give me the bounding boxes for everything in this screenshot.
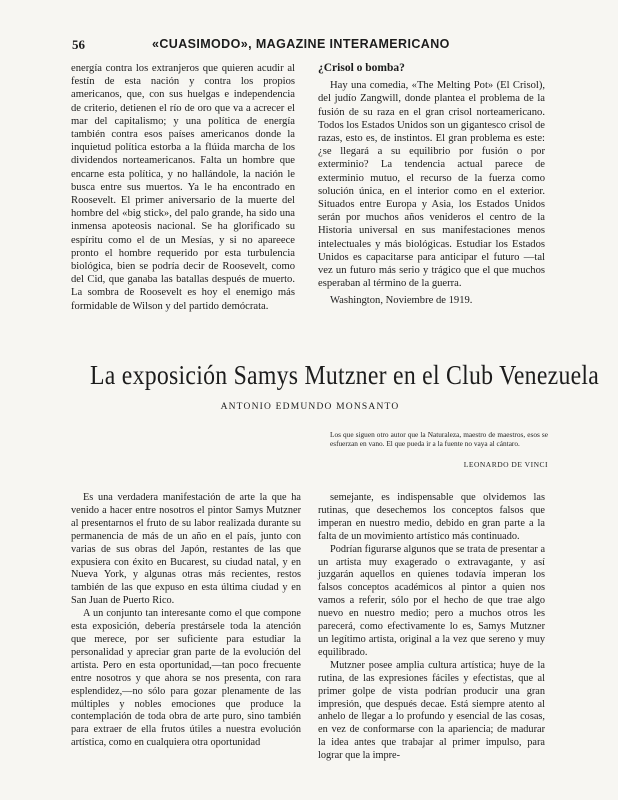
article-title: La exposición Samys Mutzner en el Club Venezuela [90,360,600,390]
bottom-right-column [318,492,545,763]
body-paragraph: Es una verdadera manifestación de arte la que ha venido a hacer entre nosotros el pintor Samys Mutzner al presentarnos el fruto de su labor realizada durante su permanencia de más de un año en el país, junto con varias de sus obras del Japón, restantes de las que expusiera con éxito en Bucarest, su ciudad natal, y en Nueva York, y algunas otras más recientes, restos también de las que expuso en esta última ciudad y en San Juan de Puerto Rico. [71,492,301,607]
top-right-column [318,62,545,308]
dateline-signoff: Washington, Noviembre de 1919. [330,295,473,307]
top-left-column [71,62,295,313]
author-byline: ANTONIO EDMUNDO MONSANTO [220,402,400,412]
running-head: «CUASIMODO», MAGAZINE INTERAMERICANO [152,37,450,51]
section-heading: ¿Crisol o bomba? [318,62,405,74]
body-paragraph: A un conjunto tan interesante como el que compone esta exposición, debería prestársele toda la atención que merece, por ser suficiente para estudiar la personalidad y apreciar gran parte de la evolución del artista. Pero en esta oportunidad,—tan poco frecuente entre nosotros y que ahora se nos presenta, con rara esplendidez,—no sólo para gozar plenamente de las múltiples y nobles emociones que produce la contemplación de toda obra de arte puro, sino también para extraer de ella frutos útiles a nuestra evolución artística, como en cualquiera otra oportunidad [71,608,301,749]
top-left-paragraph: energía contra los extranjeros que quieren acudir al festín de esta nación y contra los propios americanos, que, con sus huelgas e independencia de criterio, detienen el río de oro que va a acrecer el mar del capitalismo; y una política de energía también contra esos países americanos donde la inquietud política estorba a la flúida marcha de los dividendos norteamericanos. Falta un hombre que encarne esta política, y no hallándole, la nación le busca entre sus muertos. Ya le ha encontrado en Roosevelt. El primer aniversario de la muerte del hombre del «big stick», del palo grande, ha sido una inmensa apoteosis nacional. Se ha glorificado su espíritu como el de un Mesías, y si no apareece pronto el hombre requerido por esta turbulencia biológica, bien se podría decir de Roosevelt, como del Cid, que ganaba las batallas después de muerto. La sombra de Roosevelt es hoy el enemigo más formidable de Wilson y del partido demócrata. [71,63,295,312]
epigraph-attribution: LEONARDO DE VINCI [463,460,548,469]
epigraph: Los que siguen otro autor que la Naturaleza, maestro de maestros, esos se esfuerzan en vano. El que pueda ir a la fuente no vaya al cántaro. [330,430,548,448]
bottom-left-column [71,492,301,750]
page-number: 56 [72,37,85,52]
top-right-paragraph: Hay una comedia, «The Melting Pot» (El Crisol), del judío Zangwill, donde plantea el problema de la fusión de su raza en el gran crisol norteamericano. Todos los Estados Unidos son un gigantesco crisol de razas, esto es, de instintos. El gran problema es este: ¿se llegará a su equilibrio por fusión o por exterminio? La tendencia actual parece de exterminio mutuo, el recurso de la fuerza como solución única, en el interior como en el exterior. Situados entre Europa y Asia, los Estados Unidos serán por muchos años venideros el centro de la Historia universal en sus manifestaciones menos intelectuales y más biológicas. Estudiar los Estados Unidos es capacitarse para anticipar el futuro —tal vez un futuro más serio y trágico que el que muchos esperaban al término de la guerra. [318,80,546,290]
body-paragraph: semejante, es indispensable que olvidemos las rutinas, que desechemos los conceptos falsos que imperan en nuestro medio, debido en gran parte a la falta de un movimiento artístico más continuado. [318,492,545,542]
body-paragraph: Mutzner posee amplia cultura artística; huye de la rutina, de las expresiones fáciles y efectistas, que al primer golpe de vista podrían producir una gran impresión, que después decae. Está siempre atento al anhelo de llegar a lo profundo y esencial de las cosas, en vez de conformarse con la apariencia; de madurar la idea antes que trabajar al primer impulso, para lograr que la impre- [318,659,545,762]
body-paragraph: Podrían figurarse algunos que se trata de presentar a un artista muy exagerado o extravagante, y así juzgarán aquellos en quienes todavía imperan los falsos conceptos académicos al pintor a quien nos vamos a referir, sólo por el hecho de que trae algo nuevo en nuestro medio; pero a muchos otros les parecerá, como efectivamente lo es, Samys Mutzner un legítimo artista, original a la vez que sereno y muy equilibrado. [318,543,546,658]
